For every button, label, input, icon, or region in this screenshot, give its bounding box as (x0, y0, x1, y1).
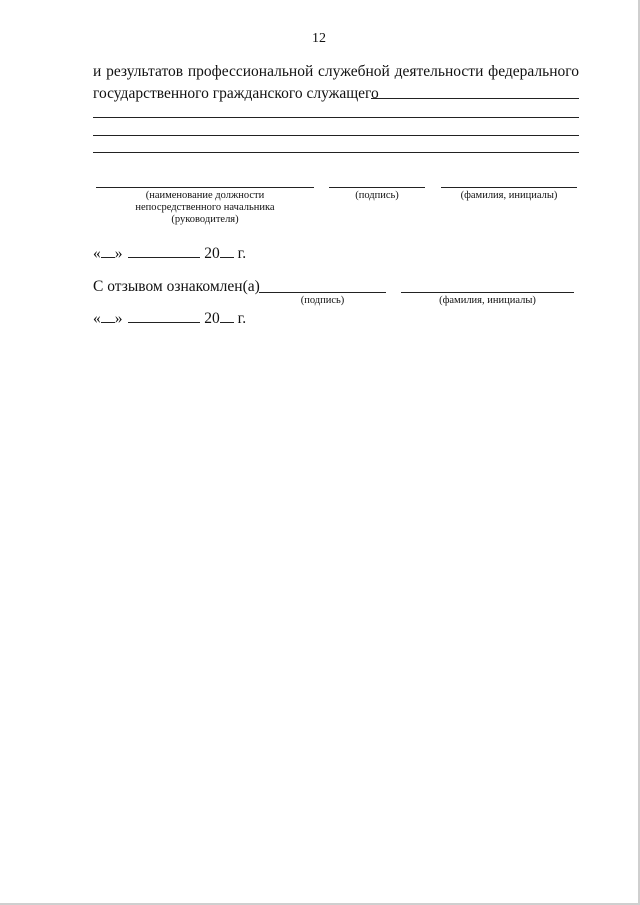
year-suffix: г. (237, 245, 247, 262)
day-blank (101, 308, 115, 323)
quote-open: « (93, 310, 101, 327)
review-fill-line-2 (93, 135, 579, 136)
name-fill-line (441, 187, 577, 188)
ack-name-caption: (фамилия, инициалы) (439, 295, 536, 306)
position-fill-line (96, 187, 314, 188)
quote-close: » (114, 245, 123, 262)
review-fill-line-1 (93, 117, 579, 118)
date-line-2 (93, 308, 246, 329)
quote-close: » (114, 310, 123, 327)
signature-fill-line (329, 187, 425, 188)
year-prefix: 20 (204, 310, 220, 327)
intro-line-1: и результатов профессиональной служебной деятельности федерального (93, 63, 579, 80)
ack-signature-caption: (подпись) (300, 295, 345, 306)
position-caption-line-2: непосредственного начальника (135, 202, 275, 213)
ack-name-fill-line (401, 292, 574, 293)
name-caption: (фамилия, инициалы) (460, 190, 558, 201)
year-prefix: 20 (204, 245, 220, 262)
intro-line-2: государственного гражданского служащего (93, 85, 379, 102)
servant-name-fill-line (371, 98, 579, 99)
day-blank (101, 243, 115, 258)
page-number: 12 (312, 31, 326, 46)
month-blank (128, 243, 200, 258)
position-caption-line-3: (руководителя) (171, 214, 239, 225)
year-blank (220, 308, 234, 323)
ack-signature-fill-line (259, 292, 386, 293)
year-blank (220, 243, 234, 258)
acknowledgement-label: С отзывом ознакомлен(а) (93, 278, 260, 295)
signature-caption: (подпись) (355, 190, 399, 201)
review-fill-line-3 (93, 152, 579, 153)
position-caption (96, 190, 314, 226)
year-suffix: г. (237, 310, 247, 327)
position-caption-line-1: (наименование должности (145, 190, 265, 201)
month-blank (128, 308, 200, 323)
quote-open: « (93, 245, 101, 262)
date-line-1 (93, 243, 246, 264)
